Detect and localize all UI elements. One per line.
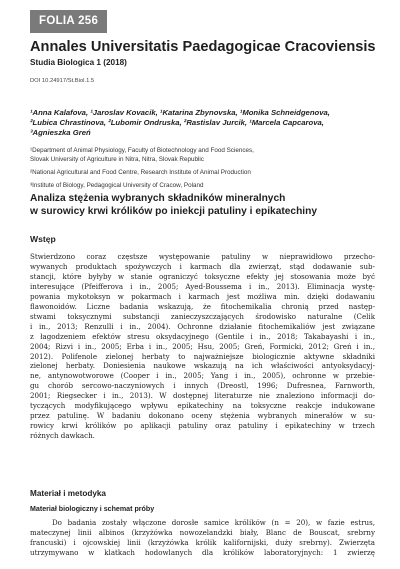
affiliation-line: ¹Department of Animal Physiology, Faculty of Biotechnology and Food Sciences,	[30, 147, 254, 154]
text-line: francuski) i ojcowskiej linii (krzyżówka królik kalifornijski, duży srebrny). Zwierzęta	[30, 537, 375, 547]
author-line: ¹Anna Kalafova, ¹Jaroslav Kovacik, ¹Katarina Zbynovska, ¹Monika Schneidgenova,	[30, 108, 330, 117]
title-line: w surowicy krwi królików po iniekcji patuliny i epikatechiny	[30, 206, 318, 217]
text-line: przez patulinę. W badaniu dokonano oceny stężenia wybranych minerałów w su-	[30, 411, 375, 421]
author-line: ³Agnieszka Greń	[30, 128, 91, 137]
text-line: flawonoidów. Liczne badania wskazują, że fitochemikalia chronią przed następ-	[30, 301, 375, 311]
text-line: powania mykotoksyn w pokarmach i karmach jest możliwa min. dzięki dodawaniu	[30, 291, 375, 301]
affiliation-list	[30, 146, 375, 190]
text-line: zielonej herbaty. Doniesienia naukowe wskazują na ich właściwości antyoksydacyj-	[30, 361, 375, 371]
text-line: rowicy krwi królików po aplikacji patuliny oraz patuliny i epikatechiny w trzech	[30, 421, 375, 431]
author-line: ²Lubica Chrastinova, ²Lubomir Ondruska, ²Rastislav Jurcik, ¹Marcela Capcarova,	[30, 118, 324, 127]
text-line: Do badania zostały włączone dorosłe samice królików (n = 20), w fazie estrus,	[52, 518, 375, 527]
affiliation-line: ²National Agricultural and Food Centre, Research Institute of Animal Production	[30, 169, 251, 176]
text-line: z łagodzeniem efektów stresu oksydacyjnego (Gentile i in., 2018; Takabayashi i in.,	[30, 331, 375, 341]
text-line: tyczących modyfikującego wpływu epikatechiny na toksyczne reakcje indukowane	[30, 401, 375, 411]
text-line: Stwierdzono coraz częstsze występowanie patuliny w nieprawidłowo przecho-	[30, 252, 375, 261]
text-line: stancji, które byłyby w stanie ograniczyć toksyczne efekty jej stosowania może być	[30, 271, 375, 281]
methods-paragraph	[30, 518, 375, 558]
text-line: i in., 2013; Renzulli i in., 2004). Ochronne działanie fitochemikaliów jest związane	[30, 321, 375, 331]
text-line: utrzymywano w klatkach hodowlanych dla królików laboratoryjnych: 1 zwierzę	[30, 547, 375, 557]
text-line: stwami toksycznymi substancji zanieczyszczających środowisko naturalne (Celik	[30, 311, 375, 321]
affiliation-line: ³Institute of Biology, Pedagogical University of Cracow, Poland	[30, 182, 204, 189]
affiliation-line: Slovak University of Agriculture in Nitra, Nitra, Slovak Republic	[30, 156, 204, 163]
text-line: mateczynej linii albinos (krzyżówka nowozelandzki biały, Blanc de Bouscat, srebrny	[30, 527, 375, 537]
section-heading-intro: Wstęp	[30, 234, 56, 244]
text-line: interesujące (Pfeifferova i in., 2005; Ayed-Boussema i in., 2013). Eliminacja wystę-	[30, 281, 375, 291]
article-title	[30, 192, 375, 218]
doi-link[interactable]: DOI 10.24917/St.Biol.1.5	[30, 78, 95, 84]
text-line: gu chorób sercowo-naczyniowych i innych (Dreostl, 1996; Dufresnea, Farnworth,	[30, 381, 375, 391]
text-line: ne, antynowotworowe (Cooper i in., 2005; Yang i in., 2005), ochronne w przebie-	[30, 371, 375, 381]
title-line: Analiza stężenia wybranych składników mineralnych	[30, 193, 286, 204]
author-list	[30, 108, 375, 138]
text-line: różnych dawkach.	[30, 431, 95, 441]
folio-badge: FOLIA 256	[30, 10, 107, 33]
text-line: 2012). Polifenole zielonej herbaty to najważniejsze biologicznie aktywne składniki	[30, 351, 375, 361]
text-line: wywanych produktach spożywczych i karmach dla zwierząt, stąd dodawanie sub-	[30, 261, 375, 271]
text-line: 2004; Rizvi i in., 2005; Erba i in., 2005; Hsu, 2005; Greń, Formicki, 2012; Greń i in.,	[30, 341, 375, 351]
text-line: 2001; Riegsecker i in., 2013). W dostępnej literaturze nie znaleziono informacji do-	[30, 391, 375, 401]
journal-title: Annales Universitatis Paedagogicae Cracoviensis	[30, 39, 376, 55]
section-heading-methods: Materiał i metodyka	[30, 489, 106, 498]
subsection-heading: Materiał biologiczny i schemat próby	[30, 505, 155, 513]
intro-paragraph	[30, 252, 375, 441]
journal-series: Studia Biologica 1 (2018)	[30, 58, 127, 67]
